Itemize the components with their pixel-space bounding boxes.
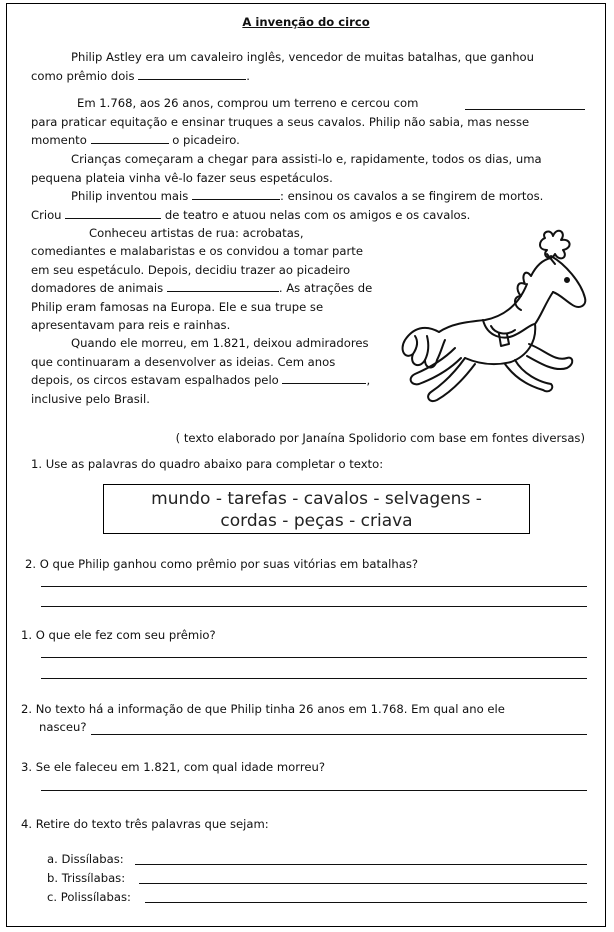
fill-blank[interactable]	[91, 132, 169, 144]
answer-line[interactable]	[135, 864, 587, 865]
question-3: 1. O que ele fez com seu prêmio?	[21, 628, 216, 642]
word-bank-box	[103, 484, 530, 534]
answer-line[interactable]	[41, 586, 587, 587]
question-2: 2. O que Philip ganhou como prêmio por suas vitórias em batalhas?	[25, 557, 419, 571]
paragraph-2: Em 1.768, aos 26 anos, comprou um terreno e cercou com para praticar equitação e ensinar truques a seus cavalos. Philip não sabia, mas nesse momento o picadeiro.	[31, 94, 585, 150]
sub-question-c: c. Polissílabas:	[47, 890, 131, 904]
worksheet-page	[6, 3, 606, 927]
fill-blank[interactable]	[138, 68, 246, 80]
answer-line[interactable]	[41, 657, 587, 658]
carousel-horse-icon	[395, 224, 591, 424]
answer-line[interactable]	[145, 902, 587, 903]
text-credit: ( texto elaborado por Janaína Spolidorio com base em fontes diversas)	[175, 431, 585, 445]
page-title: A invenção do circo	[242, 15, 370, 29]
answer-line[interactable]	[91, 734, 587, 735]
paragraph-1: Philip Astley era um cavaleiro inglês, vencedor de muitas batalhas, que ganhou como prêmio dois .	[31, 50, 534, 83]
question-4-cont: nasceu?	[39, 720, 87, 734]
question-5: 3. Se ele faleceu em 1.821, com qual idade morreu?	[21, 760, 325, 774]
question-1: 1. Use as palavras do quadro abaixo para completar o texto:	[31, 457, 384, 471]
paragraph-5-6: Conheceu artistas de rua: acrobatas, comediantes e malabaristas e os convidou a tomar parte em seu espetáculo. Depois, decidiu trazer ao picadeiro domadores de animais . As atrações de Philip eram famosas na Europa. Ele e sua trupe se apresentavam para reis e rainhas. Quando ele morreu, em 1.821, deixou admiradores que continuaram a desenvolver as ideias. Cem anos depois, os circos estavam espalhados pelo , inclusive pelo Brasil.	[31, 226, 373, 406]
paragraph-3: Crianças começaram a chegar para assisti-lo e, rapidamente, todos os dias, uma pequena plateia vinha vê-lo fazer seus espetáculos.	[31, 152, 542, 185]
sub-question-a: a. Dissílabas:	[47, 852, 124, 866]
word-bank-line-2: cordas - peças - criava	[220, 511, 413, 531]
fill-blank[interactable]	[282, 372, 366, 384]
answer-line[interactable]	[41, 790, 587, 791]
fill-blank[interactable]	[192, 188, 280, 200]
paragraph-4: Philip inventou mais : ensinou os cavalos a se fingirem de mortos. Criou de teatro e atuou nelas com os amigos e os cavalos.	[31, 189, 544, 222]
fill-blank[interactable]	[465, 98, 585, 110]
question-6: 4. Retire do texto três palavras que sejam:	[21, 817, 269, 831]
sub-question-b: b. Trissílabas:	[47, 871, 126, 885]
fill-blank[interactable]	[65, 207, 161, 219]
fill-blank[interactable]	[167, 280, 279, 292]
answer-line[interactable]	[139, 883, 587, 884]
answer-line[interactable]	[41, 678, 587, 679]
answer-line[interactable]	[41, 606, 587, 607]
question-4: 2. No texto há a informação de que Philip tinha 26 anos em 1.768. Em qual ano ele	[21, 702, 505, 716]
word-bank-line-1: mundo - tarefas - cavalos - selvagens -	[151, 489, 482, 509]
